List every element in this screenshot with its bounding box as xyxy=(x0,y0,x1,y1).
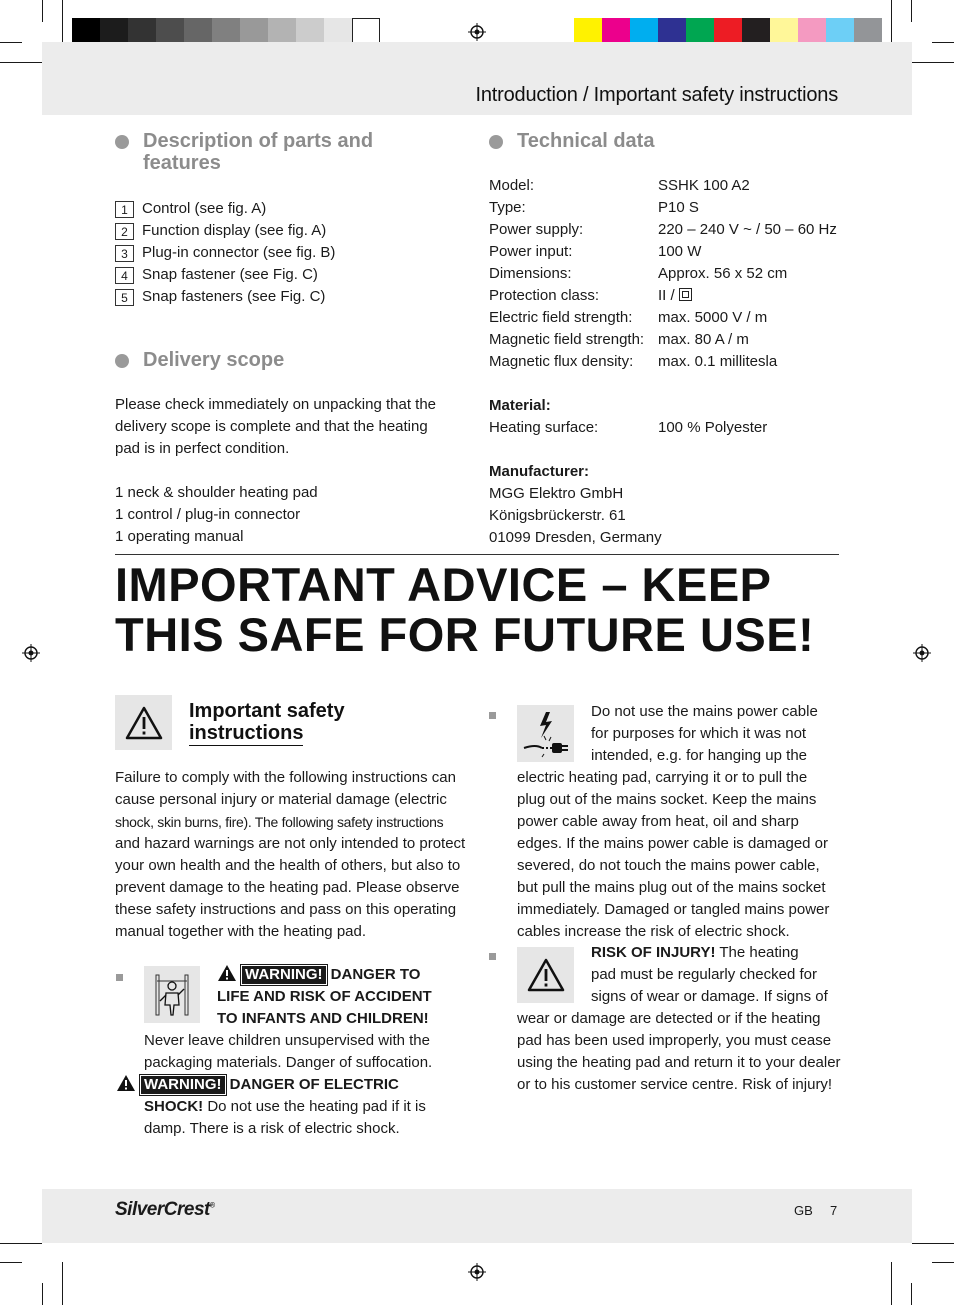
cable-line: edges. If the mains power cable is damaged or xyxy=(517,835,829,852)
part-label: Function display (see fig. A) xyxy=(142,222,327,239)
brand-logo: SilverCrest® xyxy=(115,1199,215,1220)
part-number: 2 xyxy=(115,223,134,240)
footer-language: GB xyxy=(794,1203,813,1218)
cable-line: plug out of the mains socket. Keep the mains xyxy=(517,791,817,808)
delivery-title: Delivery scope xyxy=(143,349,285,371)
part-label: Plug-in connector (see fig. B) xyxy=(142,244,336,261)
injury-line: wear or damage are detected or if the heating xyxy=(517,1010,821,1027)
tech-label: Heating surface: xyxy=(489,419,599,436)
crop-mark xyxy=(0,1243,42,1244)
delivery-para-line: Please check immediately on unpacking that the xyxy=(115,396,437,413)
injury-text xyxy=(517,1008,841,1096)
page-header-title: Introduction / Important safety instructions xyxy=(475,84,838,106)
warning-children-body xyxy=(144,1030,432,1074)
tech-value: P10 S xyxy=(658,199,699,216)
safety-intro-line: manual together with the heating pad. xyxy=(115,923,367,940)
tech-value: SSHK 100 A2 xyxy=(658,177,750,194)
warning-body-line: Do not use the heating pad if it is xyxy=(203,1098,426,1115)
part-number: 3 xyxy=(115,245,134,262)
safety-intro-line: your own health and the health of others, but also to xyxy=(115,857,461,874)
cable-line: cables increase the risk of electric shock. xyxy=(517,923,790,940)
cable-text-top xyxy=(591,701,818,767)
warning-icon-box xyxy=(517,947,574,1003)
registration-mark-icon xyxy=(22,644,40,662)
tech-label: Power input: xyxy=(489,243,573,260)
tech-value: Approx. 56 x 52 cm xyxy=(658,265,788,282)
crop-mark xyxy=(911,0,912,22)
injury-text-top xyxy=(591,942,828,1008)
part-number: 4 xyxy=(115,267,134,284)
crop-mark xyxy=(62,0,63,42)
injury-line: signs of wear or damage. If signs of xyxy=(591,988,828,1005)
injury-line: or to his customer service centre. Risk of injury! xyxy=(517,1076,833,1093)
crop-mark xyxy=(891,1262,892,1305)
crop-mark xyxy=(0,1262,22,1263)
warning-badge: WARNING! xyxy=(140,1075,226,1095)
tech-row xyxy=(489,219,837,241)
child-hazard-icon xyxy=(152,971,192,1019)
tech-row xyxy=(489,307,837,329)
safety-title-line: instructions xyxy=(189,722,304,744)
delivery-text xyxy=(115,394,436,548)
warning-triangle-icon xyxy=(124,705,164,741)
delivery-para-line: delivery scope is complete and that the heating xyxy=(115,418,428,435)
registration-mark-icon xyxy=(913,644,931,662)
crop-mark xyxy=(0,62,42,63)
cable-line: but pull the mains plug out of the mains socket xyxy=(517,879,826,896)
tech-row xyxy=(489,417,837,439)
manufacturer-line: 01099 Dresden, Germany xyxy=(489,529,662,546)
tech-row xyxy=(489,329,837,351)
part-label: Snap fasteners (see Fig. C) xyxy=(142,288,326,305)
tech-label: Type: xyxy=(489,199,526,216)
part-number: 1 xyxy=(115,201,134,218)
warning-body-line: damp. There is a risk of electric shock. xyxy=(144,1120,400,1137)
parts-list xyxy=(115,198,335,308)
tech-title: Technical data xyxy=(517,130,655,152)
warning-head-text: DANGER TO xyxy=(330,966,421,983)
tech-row xyxy=(489,241,837,263)
warning-triangle-icon xyxy=(526,957,566,993)
safety-title-line: Important safety xyxy=(189,700,345,722)
advice-line: THIS SAFE FOR FUTURE USE! xyxy=(115,608,815,661)
manufacturer-line: MGG Elektro GmbH xyxy=(489,485,624,502)
registration-mark-icon xyxy=(468,23,486,41)
protection-class-icon xyxy=(679,288,692,301)
electric-cable-hazard-icon xyxy=(522,710,570,758)
delivery-heading xyxy=(115,349,284,371)
delivery-item: 1 neck & shoulder heating pad xyxy=(115,484,318,501)
section-divider xyxy=(115,554,839,555)
list-bullet-icon xyxy=(489,953,496,960)
injury-head: RISK OF INJURY! xyxy=(591,944,716,961)
warning-badge: WARNING! xyxy=(241,965,327,985)
crop-mark xyxy=(0,42,22,43)
warning-head-text: TO INFANTS AND CHILDREN! xyxy=(217,1010,429,1027)
crop-mark xyxy=(62,1262,63,1305)
parts-heading xyxy=(115,130,373,174)
brand-name: SilverCrest xyxy=(115,1199,210,1220)
parts-list-item xyxy=(115,264,335,286)
manufacturer-title: Manufacturer: xyxy=(489,463,590,480)
tech-row xyxy=(489,263,837,285)
tech-row xyxy=(489,197,837,219)
part-label: Control (see fig. A) xyxy=(142,200,267,217)
crop-mark xyxy=(932,1262,954,1263)
warning-electric xyxy=(116,1074,426,1140)
important-advice-title xyxy=(115,560,814,660)
safety-intro-line: shock, skin burns, fire). The following safety instructions xyxy=(115,814,444,830)
cable-hazard-icon-box xyxy=(517,705,574,762)
parts-title-line: Description of parts and xyxy=(143,130,374,152)
parts-list-item xyxy=(115,220,335,242)
delivery-para-line: pad is in perfect condition. xyxy=(115,440,290,457)
tech-value: max. 80 A / m xyxy=(658,331,749,348)
tech-row xyxy=(489,285,837,307)
tech-label: Magnetic flux density: xyxy=(489,353,634,370)
warning-head-text: LIFE AND RISK OF ACCIDENT xyxy=(217,988,432,1005)
parts-list-item xyxy=(115,286,335,308)
warning-head-text: SHOCK! xyxy=(144,1098,204,1115)
safety-heading xyxy=(189,700,345,746)
warning-children-head xyxy=(217,964,432,1030)
tech-label: Dimensions: xyxy=(489,265,572,282)
safety-intro-line: these safety instructions and pass on this operating xyxy=(115,901,457,918)
parts-title-line: features xyxy=(143,152,221,174)
crop-mark xyxy=(932,42,954,43)
tech-label: Power supply: xyxy=(489,221,584,238)
warning-icon-box xyxy=(115,695,172,750)
section-bullet-icon xyxy=(115,354,129,368)
cable-line: Do not use the mains power cable xyxy=(591,703,818,720)
tech-label: Magnetic field strength: xyxy=(489,331,645,348)
warning-head-text: DANGER OF ELECTRIC xyxy=(229,1076,399,1093)
cable-text xyxy=(517,767,829,943)
tech-value: 220 – 240 V ~ / 50 – 60 Hz xyxy=(658,221,837,238)
crop-mark xyxy=(891,0,892,42)
tech-heading xyxy=(489,130,654,152)
safety-intro-line: and hazard warnings are not only intended to protect xyxy=(115,835,466,852)
list-bullet-icon xyxy=(489,712,496,719)
registration-mark-icon xyxy=(468,1263,486,1281)
cable-line: intended, e.g. for hanging up the xyxy=(591,747,808,764)
warning-body-line: packaging materials. Danger of suffocation. xyxy=(144,1054,433,1071)
section-bullet-icon xyxy=(115,135,129,149)
injury-line: using the heating pad and return it to your dealer xyxy=(517,1054,841,1071)
delivery-item: 1 operating manual xyxy=(115,528,244,545)
tech-value: 100 W xyxy=(658,243,702,260)
child-hazard-icon-box xyxy=(144,966,200,1023)
tech-value: 100 % Polyester xyxy=(658,419,768,436)
tech-label: Electric field strength: xyxy=(489,309,633,326)
part-label: Snap fastener (see Fig. C) xyxy=(142,266,318,283)
crop-mark xyxy=(911,1283,912,1305)
cable-line: severed, do not touch the mains power cable, xyxy=(517,857,820,874)
parts-list-item xyxy=(115,198,335,220)
material-title: Material: xyxy=(489,397,551,414)
page-number: 7 xyxy=(830,1203,838,1218)
parts-list-item xyxy=(115,242,335,264)
safety-intro-line: prevent damage to the heating pad. Please observe xyxy=(115,879,460,896)
cable-line: electric heating pad, carrying it or to pull the xyxy=(517,769,808,786)
injury-line: pad has been used improperly, you must cease xyxy=(517,1032,832,1049)
safety-intro xyxy=(115,767,465,943)
cable-line: immediately. Damaged or tangled mains power xyxy=(517,901,830,918)
tech-row xyxy=(489,175,837,197)
crop-mark xyxy=(42,1283,43,1305)
safety-intro-line: cause personal injury or material damage (electric xyxy=(115,791,447,808)
injury-line: The heating xyxy=(715,944,799,961)
tech-label: Protection class: xyxy=(489,287,600,304)
warning-triangle-icon xyxy=(217,964,237,982)
section-bullet-icon xyxy=(489,135,503,149)
warning-body-line: Never leave children unsupervised with the xyxy=(144,1032,430,1049)
warning-triangle-icon xyxy=(116,1074,136,1092)
cable-line: for purposes for which it was not xyxy=(591,725,807,742)
part-number: 5 xyxy=(115,289,134,306)
tech-value: max. 5000 V / m xyxy=(658,309,768,326)
delivery-item: 1 control / plug-in connector xyxy=(115,506,301,523)
cable-line: power cable away from heat, oil and sharp xyxy=(517,813,799,830)
tech-value: II / xyxy=(658,287,675,304)
tech-table xyxy=(489,175,837,549)
injury-line: pad must be regularly checked for xyxy=(591,966,817,983)
crop-mark xyxy=(42,0,43,22)
crop-mark xyxy=(912,62,954,63)
list-bullet-icon xyxy=(116,974,123,981)
safety-intro-line: Failure to comply with the following instructions can xyxy=(115,769,456,786)
advice-line: IMPORTANT ADVICE – KEEP xyxy=(115,558,772,611)
tech-value: max. 0.1 millitesla xyxy=(658,353,778,370)
tech-label: Model: xyxy=(489,177,535,194)
manufacturer-line: Königsbrückerstr. 61 xyxy=(489,507,626,524)
crop-mark xyxy=(912,1243,954,1244)
tech-row xyxy=(489,351,837,373)
